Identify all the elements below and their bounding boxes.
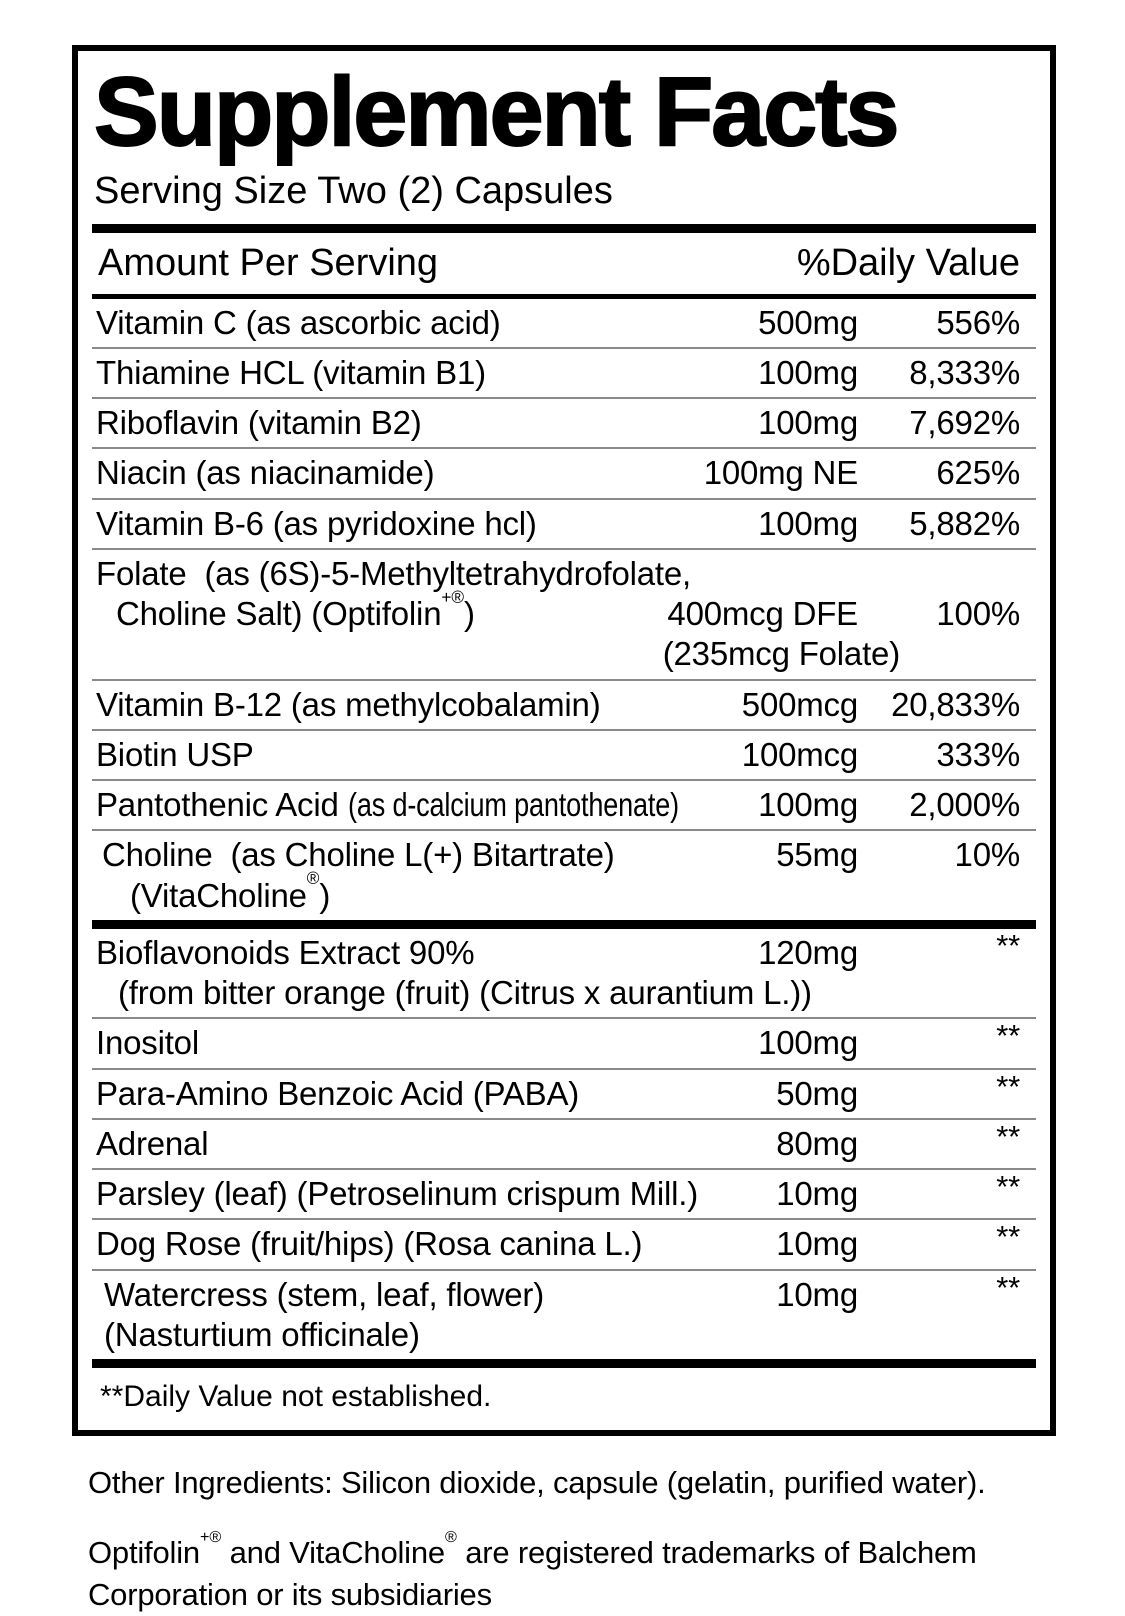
table-row	[92, 349, 1036, 399]
trademark-text	[88, 1527, 1048, 1616]
ingredient-name-line2	[96, 586, 667, 634]
registered-trademark-superscript: ®	[306, 868, 320, 889]
ingredient-daily-value: 10%	[954, 836, 1020, 874]
ingredient-daily-value: 333%	[936, 735, 1020, 773]
ingredient-name: Parsley (leaf) (Petroselinum crispum Mill.)	[96, 1175, 699, 1213]
ingredient-name: Inositol	[96, 1024, 199, 1062]
table-row	[92, 681, 1036, 731]
panel-title: Supplement Facts	[94, 57, 898, 166]
trademark-mid: and VitaCholine	[221, 1535, 445, 1571]
ingredient-amount-note: (235mcg Folate)	[662, 635, 900, 673]
table-row-bioflavonoids	[92, 929, 1036, 1020]
ingredient-daily-value: **	[996, 1269, 1020, 1305]
amount-per-serving-label: Amount Per Serving	[98, 241, 439, 284]
ingredient-name-line1: Watercress (stem, leaf, flower)	[104, 1275, 544, 1313]
ingredient-daily-value: **	[996, 1169, 1020, 1205]
ingredient-name-line2: (Nasturtium officinale)	[104, 1315, 420, 1353]
table-row-folate	[92, 550, 1036, 681]
ingredient-daily-value: 2,000%	[909, 786, 1020, 824]
ingredient-daily-value: **	[996, 1219, 1020, 1255]
ingredient-daily-value: **	[996, 1118, 1020, 1154]
table-row	[92, 1120, 1036, 1170]
registered-trademark-superscript: +®	[441, 586, 465, 607]
ingredient-name: Thiamine HCL (vitamin B1)	[96, 353, 486, 391]
ingredient-daily-value: **	[996, 927, 1020, 963]
ingredient-amount: 100mg	[758, 404, 858, 442]
table-row-watercress	[92, 1271, 1036, 1360]
table-row	[92, 1170, 1036, 1220]
ingredient-amount: 50mg	[776, 1074, 858, 1112]
registered-trademark-superscript: ®	[444, 1527, 457, 1546]
ingredient-daily-value: 7,692%	[909, 404, 1020, 442]
ingredient-daily-value: 8,333%	[909, 353, 1020, 391]
table-row	[92, 781, 1036, 831]
daily-value-footnote: **Daily Value not established.	[100, 1380, 492, 1414]
ingredient-amount: 500mcg	[741, 685, 858, 723]
ingredient-name: Vitamin C (as ascorbic acid)	[96, 303, 501, 341]
ingredient-amount: 55mg	[776, 836, 858, 874]
ingredient-amount: 100mg	[758, 504, 858, 542]
ingredient-daily-value: 100%	[936, 595, 1020, 633]
ingredient-name-line1: Folate (as (6S)-5-Methyltetrahydrofolate,	[96, 554, 692, 592]
ingredient-name	[96, 785, 758, 825]
name-text-close: )	[319, 876, 331, 914]
ingredient-daily-value: **	[996, 1068, 1020, 1104]
ingredient-amount: 400mcg DFE	[667, 595, 858, 633]
section-divider-thick	[92, 224, 1036, 233]
name-condensed: (as d-calcium pantothenate)	[347, 786, 679, 824]
table-row	[92, 1019, 1036, 1069]
name-text-close: )	[464, 595, 475, 633]
ingredient-amount: 100mcg	[741, 735, 858, 773]
ingredient-amount: 100mg	[758, 353, 858, 391]
ingredient-name-line1: Choline (as Choline L(+) Bitartrate)	[102, 836, 615, 874]
section-divider-thick	[92, 1359, 1036, 1368]
table-row	[92, 1070, 1036, 1120]
registered-trademark-superscript: +®	[199, 1527, 222, 1546]
serving-size-text: Serving Size Two (2) Capsules	[94, 170, 613, 212]
name-text: Choline Salt) (Optifolin	[116, 595, 442, 633]
supplement-facts-panel	[72, 45, 1056, 1436]
table-row	[92, 449, 1036, 499]
trademark-pre: Optifolin	[88, 1535, 200, 1571]
ingredient-amount: 500mg	[758, 303, 858, 341]
table-header-row	[92, 233, 1036, 299]
ingredient-daily-value: 625%	[936, 454, 1020, 492]
ingredient-amount: 10mg	[776, 1275, 858, 1313]
ingredient-name: Biotin USP	[96, 735, 254, 773]
ingredient-name: Adrenal	[96, 1124, 209, 1162]
ingredient-name: Dog Rose (fruit/hips) (Rosa canina L.)	[96, 1225, 643, 1263]
name-text: (VitaCholine	[130, 876, 307, 914]
table-row	[92, 500, 1036, 550]
ingredient-daily-value: 5,882%	[909, 504, 1020, 542]
ingredient-amount: 80mg	[776, 1124, 858, 1162]
ingredient-daily-value: 556%	[936, 303, 1020, 341]
other-ingredients-text: Other Ingredients: Silicon dioxide, capsule (gelatin, purified water).	[88, 1465, 986, 1501]
trademark-rest: are registered trademarks of Balchem Corporation or its subsidiaries	[88, 1535, 977, 1612]
ingredient-name: Riboflavin (vitamin B2)	[96, 404, 422, 442]
ingredient-name: Niacin (as niacinamide)	[96, 454, 435, 492]
ingredient-name: Para-Amino Benzoic Acid (PABA)	[96, 1074, 580, 1112]
ingredient-amount: 10mg	[776, 1225, 858, 1263]
ingredient-name: Vitamin B-12 (as methylcobalamin)	[96, 685, 601, 723]
ingredient-amount: 100mg	[758, 1024, 858, 1062]
table-row	[92, 399, 1036, 449]
ingredient-daily-value: **	[996, 1018, 1020, 1054]
ingredient-name-line2	[96, 868, 1020, 916]
ingredient-name: Vitamin B-6 (as pyridoxine hcl)	[96, 504, 537, 542]
name-main: Pantothenic Acid	[96, 786, 348, 824]
ingredient-amount: 120mg	[758, 933, 858, 971]
table-row	[92, 1220, 1036, 1270]
table-row	[92, 299, 1036, 349]
ingredient-name-line1: Bioflavonoids Extract 90%	[96, 933, 475, 971]
ingredient-amount: 100mg NE	[703, 454, 858, 492]
ingredient-name-line2: (from bitter orange (fruit) (Citrus x aurantium L.))	[118, 974, 812, 1012]
daily-value-label: %Daily Value	[796, 241, 1020, 284]
table-row	[92, 731, 1036, 781]
ingredient-daily-value: 20,833%	[891, 685, 1020, 723]
table-row-choline	[92, 831, 1036, 920]
ingredient-amount: 100mg	[758, 786, 858, 824]
ingredient-amount: 10mg	[776, 1175, 858, 1213]
